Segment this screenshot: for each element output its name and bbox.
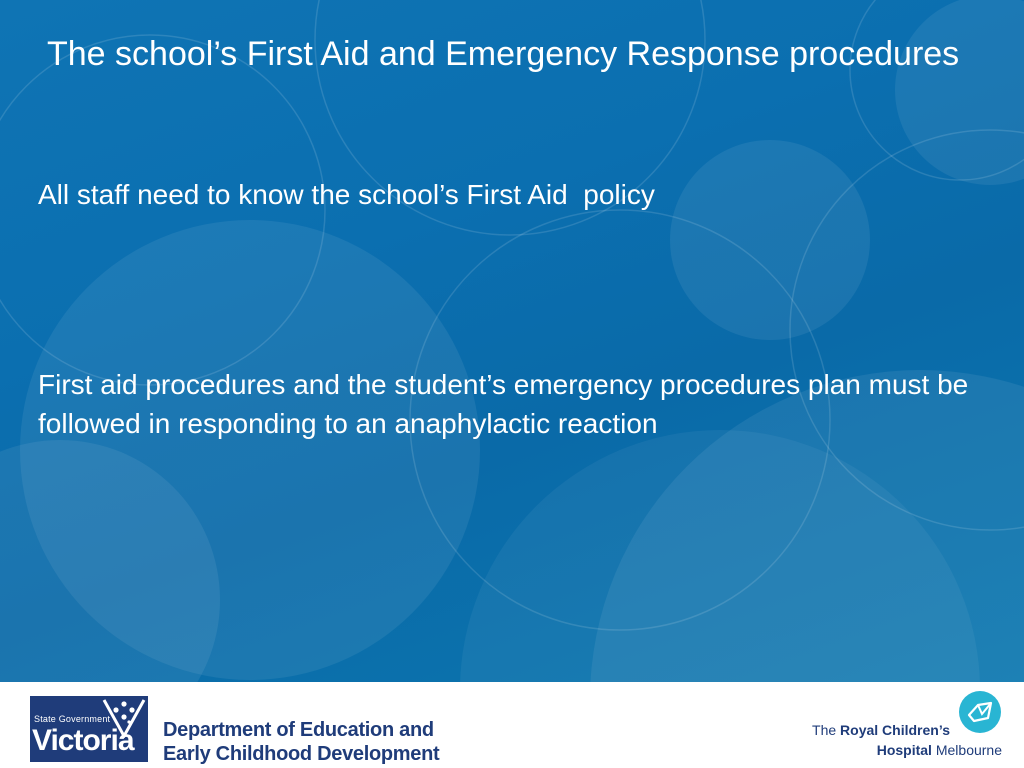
- rch-logo-line2: [877, 742, 1002, 758]
- vic-logo-name: Victoria: [32, 724, 134, 757]
- department-name-line2: Early Childhood Development: [163, 743, 440, 765]
- rch-logo-city: Melbourne: [935, 742, 1002, 758]
- bullet-emergency-procedures: First aid procedures and the student’s emergency procedures plan must be followed in responding to an anaphylactic reaction: [38, 369, 977, 439]
- footer-bar: [0, 682, 1024, 768]
- slide-title: The school’s First Aid and Emergency Response procedures: [47, 35, 960, 73]
- rch-envelope-icon: [958, 690, 1002, 734]
- royal-childrens-hospital-logo: [772, 690, 1002, 762]
- vic-logo-state-text: State Government: [34, 714, 111, 724]
- rch-logo-hospital: Hospital: [876, 742, 932, 758]
- department-name-line1: Department of Education and: [163, 719, 434, 741]
- department-name: [163, 718, 439, 766]
- rch-logo-the: The: [812, 722, 837, 738]
- rch-logo-line1: [812, 722, 950, 738]
- rch-logo-royal: Royal Children’s: [840, 722, 950, 738]
- bullet-first-aid-policy: All staff need to know the school’s First Aid policy: [38, 179, 655, 210]
- victoria-government-logo: [30, 696, 148, 762]
